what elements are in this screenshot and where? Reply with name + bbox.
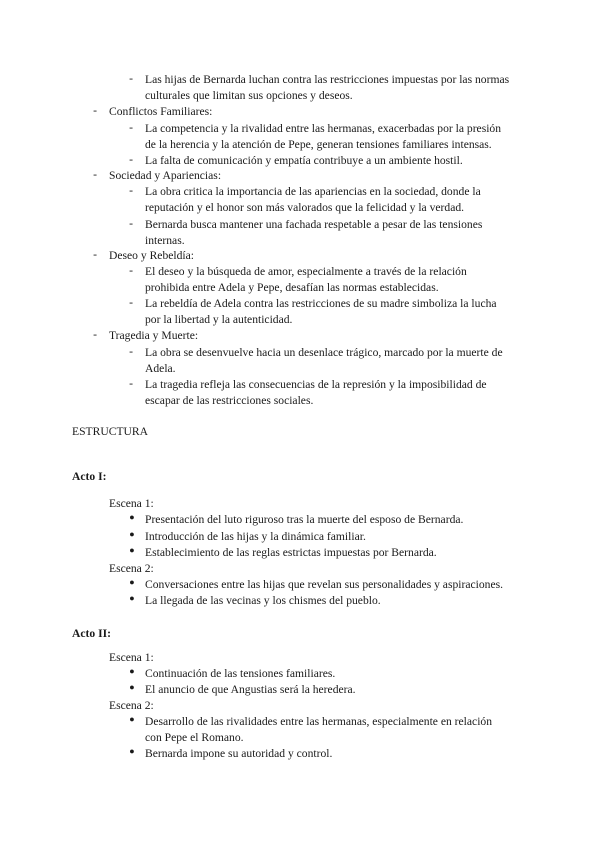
- dash-marker: -: [129, 264, 133, 277]
- conflictos-item2: La falta de comunicación y empatía contribuye a un ambiente hostil.: [145, 154, 463, 167]
- bullet-marker: ●: [129, 682, 135, 692]
- dash-marker: -: [93, 168, 97, 181]
- sociedad-title: Sociedad y Apariencias:: [109, 169, 222, 182]
- deseo-title: Deseo y Rebeldía:: [109, 249, 194, 262]
- tragedia-item1-line1: La obra se desenvuelve hacia un desenlace trágico, marcado por la muerte de: [145, 346, 503, 359]
- bullet-marker: ●: [129, 746, 135, 756]
- sociedad-item2-line1: Bernarda busca mantener una fachada respetable a pesar de las tensiones: [145, 218, 483, 231]
- restricciones-text-line1: Las hijas de Bernarda luchan contra las restricciones impuestas por las normas: [145, 73, 510, 86]
- dash-marker: -: [129, 345, 133, 358]
- deseo-item1-line2: prohibida entre Adela y Pepe, desafían las normas establecidas.: [145, 281, 439, 294]
- dash-marker: -: [93, 248, 97, 261]
- acto1-e2-item: La llegada de las vecinas y los chismes del pueblo.: [145, 594, 381, 607]
- bullet-marker: ●: [129, 545, 135, 555]
- deseo-item2-line1: La rebeldía de Adela contra las restricciones de su madre simboliza la lucha: [145, 297, 497, 310]
- acto1-e1-item: Presentación del luto riguroso tras la muerte del esposo de Bernarda.: [145, 513, 464, 526]
- dash-marker: -: [129, 377, 133, 390]
- tragedia-item1-line2: Adela.: [145, 362, 176, 375]
- acto1-escena1-label: Escena 1:: [109, 497, 154, 510]
- acto2-e1-item: El anuncio de que Angustias será la heredera.: [145, 683, 356, 696]
- sociedad-item1-line1: La obra critica la importancia de las apariencias en la sociedad, donde la: [145, 185, 481, 198]
- estructura-heading: ESTRUCTURA: [72, 425, 149, 438]
- tragedia-item2-line1: La tragedia refleja las consecuencias de la represión y la imposibilidad de: [145, 378, 487, 391]
- sociedad-item2-line2: internas.: [145, 234, 185, 247]
- acto2-escena2-label: Escena 2:: [109, 699, 154, 712]
- dash-marker: -: [129, 217, 133, 230]
- bullet-marker: ●: [129, 593, 135, 603]
- tragedia-item2-line2: escapar de las restricciones sociales.: [145, 394, 314, 407]
- acto2-e2-item2: Bernarda impone su autoridad y control.: [145, 747, 333, 760]
- bullet-marker: ●: [129, 512, 135, 522]
- bullet-marker: ●: [129, 714, 135, 724]
- acto2-e1-item: Continuación de las tensiones familiares.: [145, 667, 336, 680]
- dash-marker: -: [129, 296, 133, 309]
- tragedia-title: Tragedia y Muerte:: [109, 329, 199, 342]
- dash-marker: -: [129, 121, 133, 134]
- dash-marker: -: [129, 72, 133, 85]
- dash-marker: -: [129, 153, 133, 166]
- acto2-e2-item1-line1: Desarrollo de las rivalidades entre las hermanas, especialmente en relación: [145, 715, 493, 728]
- acto1-e2-item: Conversaciones entre las hijas que revelan sus personalidades y aspiraciones.: [145, 578, 504, 591]
- dash-marker: -: [93, 104, 97, 117]
- bullet-marker: ●: [129, 577, 135, 587]
- acto2-e2-item1-line2: con Pepe el Romano.: [145, 731, 244, 744]
- acto2-title: Acto II:: [72, 627, 111, 640]
- deseo-item1-line1: El deseo y la búsqueda de amor, especialmente a través de la relación: [145, 265, 467, 278]
- conflictos-item1-line2: de la herencia y la atención de Pepe, generan tensiones familiares intensas.: [145, 138, 492, 151]
- sociedad-item1-line2: reputación y el honor son más valorados que la felicidad y la verdad.: [145, 201, 465, 214]
- acto1-e1-item: Establecimiento de las reglas estrictas impuestas por Bernarda.: [145, 546, 437, 559]
- restricciones-text-line2: culturales que limitan sus opciones y deseos.: [145, 89, 353, 102]
- acto1-e1-item: Introducción de las hijas y la dinámica familiar.: [145, 530, 366, 543]
- conflictos-title: Conflictos Familiares:: [109, 105, 213, 118]
- acto1-escena2-label: Escena 2:: [109, 562, 154, 575]
- conflictos-item1-line1: La competencia y la rivalidad entre las hermanas, exacerbadas por la presión: [145, 122, 502, 135]
- deseo-item2-line2: por la libertad y la autenticidad.: [145, 313, 293, 326]
- bullet-marker: ●: [129, 666, 135, 676]
- acto2-escena1-label: Escena 1:: [109, 651, 154, 664]
- dash-marker: -: [93, 328, 97, 341]
- acto1-title: Acto I:: [72, 470, 107, 483]
- bullet-marker: ●: [129, 529, 135, 539]
- dash-marker: -: [129, 184, 133, 197]
